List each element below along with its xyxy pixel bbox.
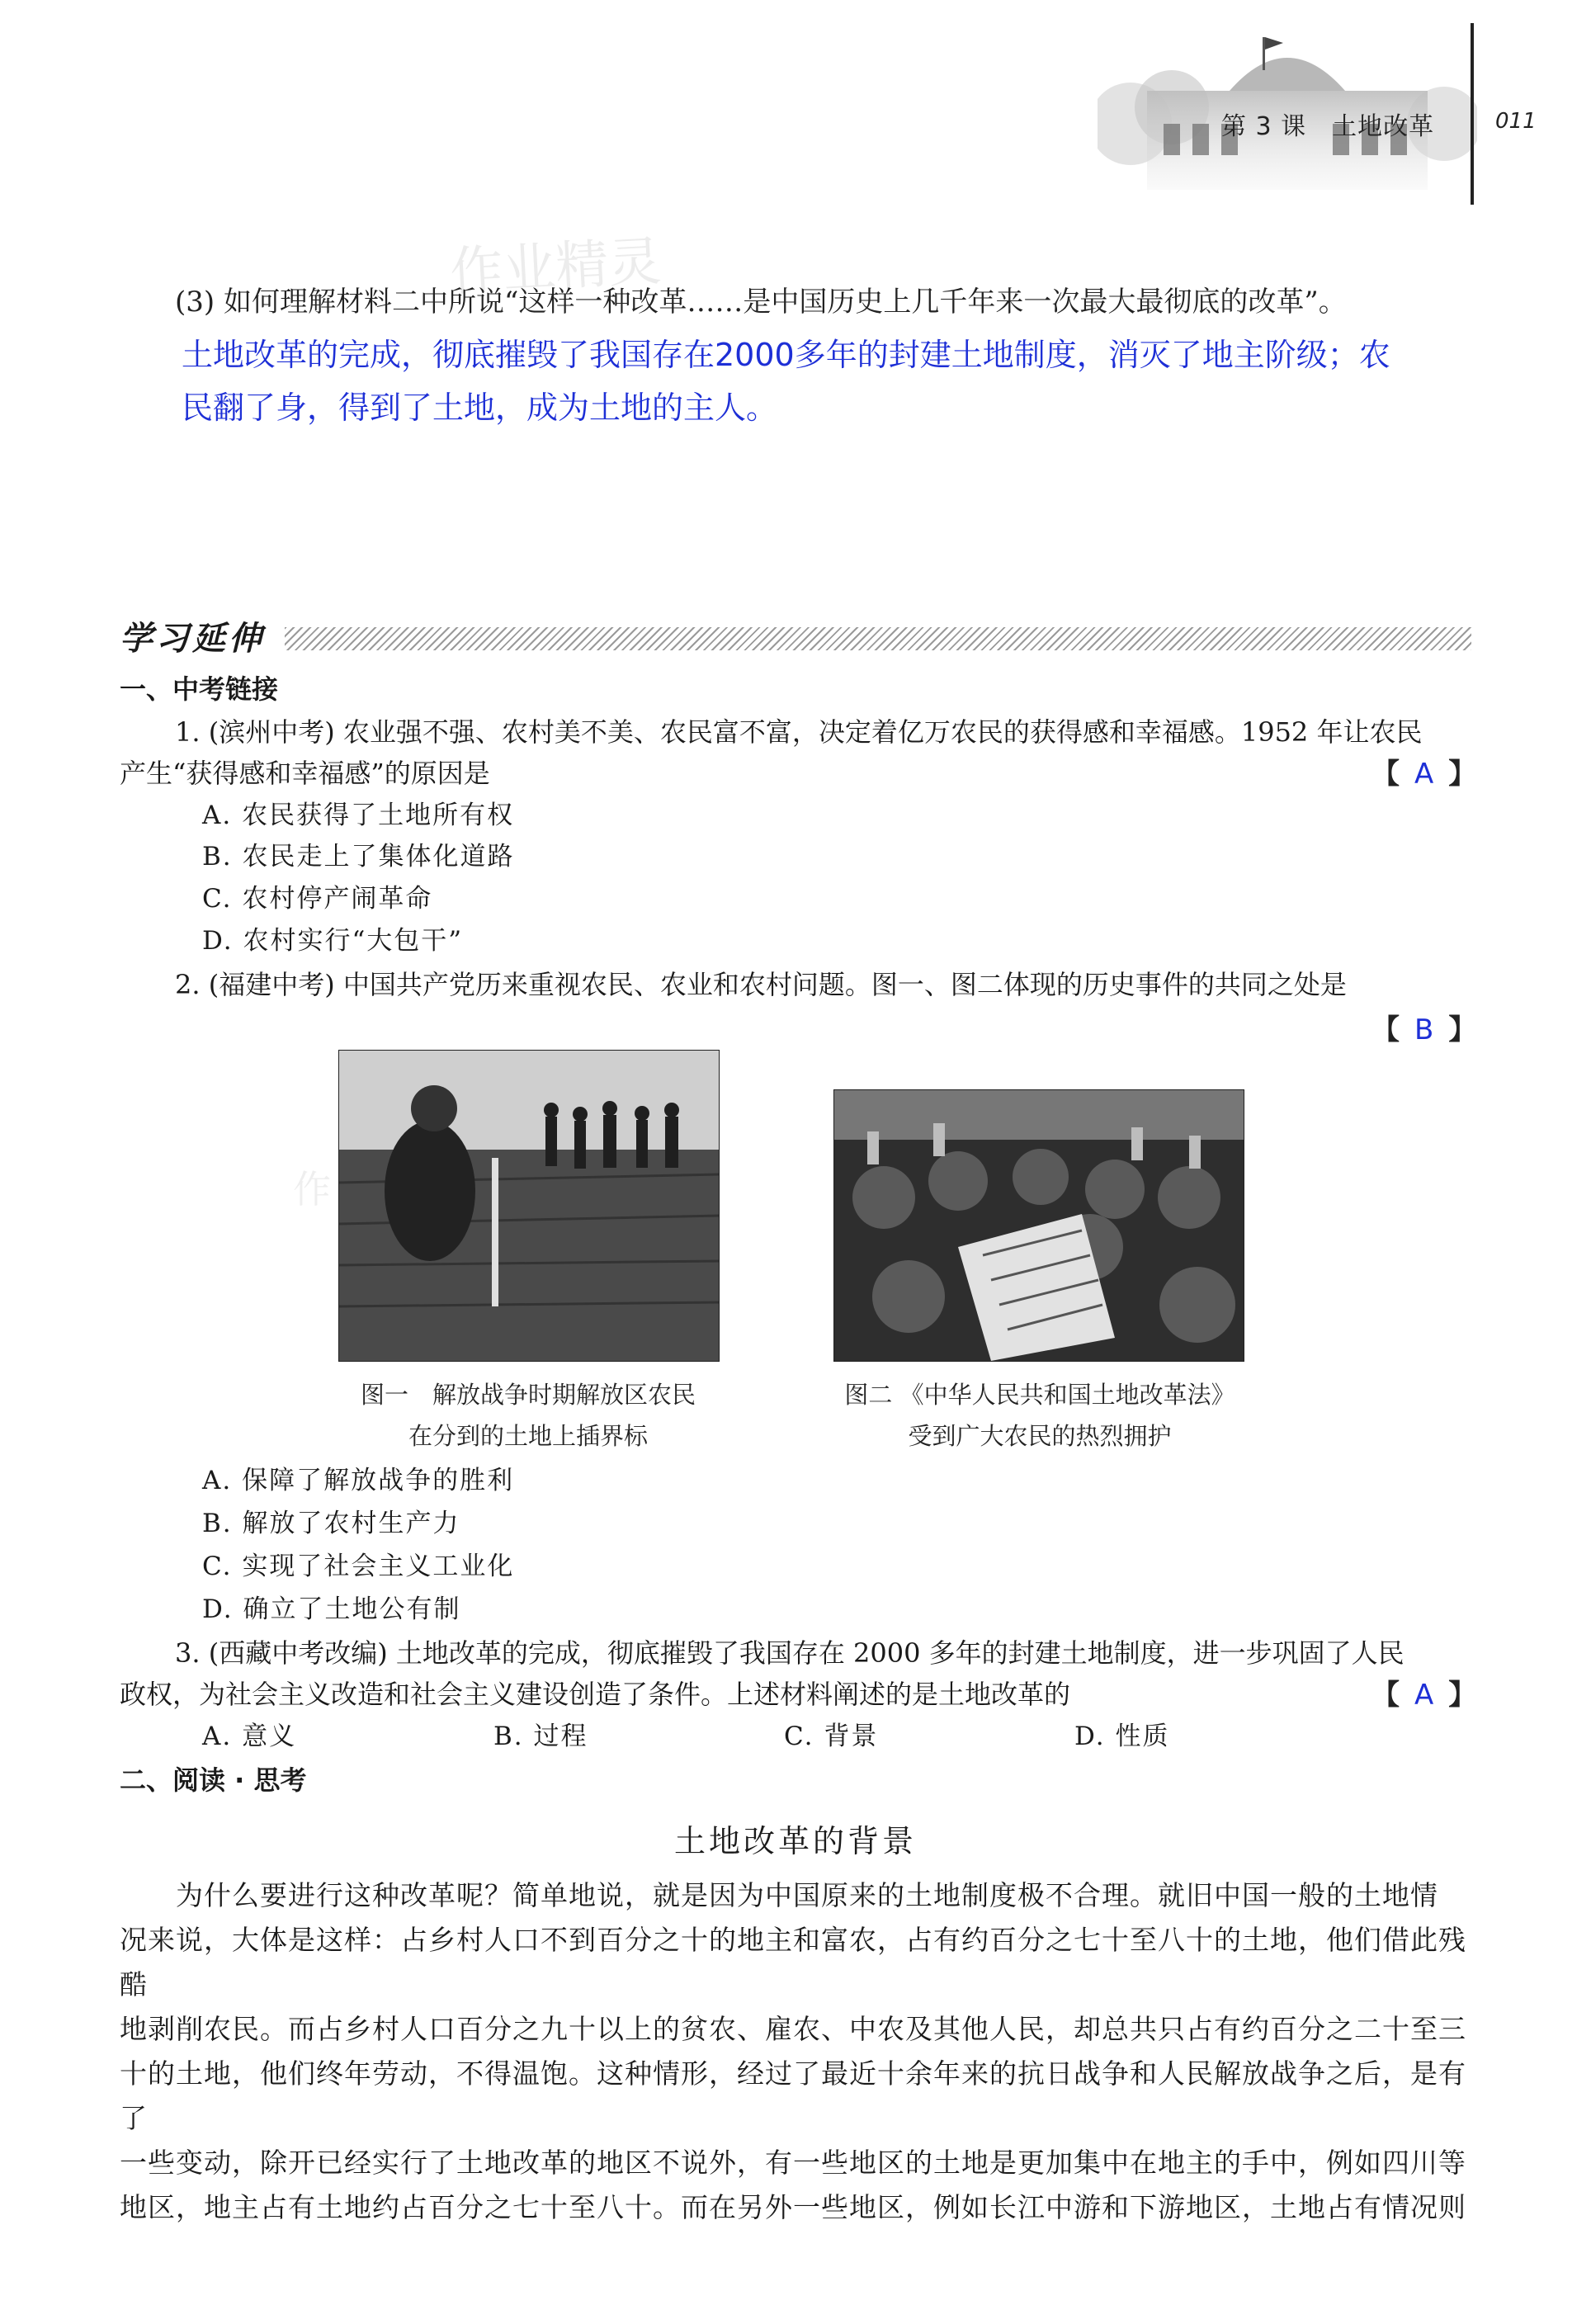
q1-answer: A bbox=[1414, 758, 1434, 791]
section-title-stripe bbox=[285, 627, 1471, 650]
article-line: 为什么要进行这种改革呢？简单地说，就是因为中国原来的土地制度极不合理。就旧中国一般的土地情 bbox=[120, 1879, 1438, 1911]
question-3-answer bbox=[182, 328, 1444, 434]
question-3-prompt: (3) 如何理解材料二中所说“这样一种改革……是中国历史上几千年来一次最大最彻底的改革”。 bbox=[175, 286, 1347, 319]
article-body bbox=[120, 1873, 1473, 2230]
q3-answer-bracket: 【 A 】 bbox=[1371, 1679, 1477, 1712]
q3-option: B. 过程 bbox=[493, 1722, 588, 1751]
q1-option: D. 农村实行“大包干” bbox=[202, 926, 464, 956]
figure2-photo bbox=[833, 1089, 1244, 1362]
figure1-caption-line: 在分到的土地上插界标 bbox=[408, 1422, 648, 1450]
q3-stem-line: 3. (西藏中考改编) 土地改革的完成，彻底摧毁了我国存在 2000 多年的封建土地制度，进一步巩固了人民 bbox=[175, 1637, 1405, 1669]
header-building-illustration bbox=[1098, 0, 1477, 198]
q1-option: A. 农民获得了土地所有权 bbox=[202, 801, 515, 830]
answer-line: 民翻了身，得到了土地，成为土地的主人。 bbox=[182, 390, 778, 426]
q3-option: A. 意义 bbox=[202, 1722, 297, 1751]
figure2-caption-line: 受到广大农民的热烈拥护 bbox=[908, 1422, 1172, 1450]
q2-answer-bracket: 【 B 】 bbox=[1371, 1013, 1477, 1046]
q1-stem-line: 产生“获得感和幸福感”的原因是 bbox=[120, 758, 490, 789]
q1-answer-bracket: 【 A 】 bbox=[1371, 758, 1477, 791]
part2-title: 二、阅读 · 思考 bbox=[120, 1764, 307, 1796]
q3-stem-line: 政权，为社会主义改造和社会主义建设创造了条件。上述材料阐述的是土地改革的 bbox=[120, 1679, 1071, 1710]
article-line: 十的土地，他们终年劳动，不得温饱。这种情形，经过了最近十余年来的抗日战争和人民解放战争之后，是有了 bbox=[120, 2057, 1466, 2134]
watermark-faint: 作 bbox=[293, 1167, 331, 1212]
q2-option: B. 解放了农村生产力 bbox=[202, 1509, 460, 1538]
q2-option: A. 保障了解放战争的胜利 bbox=[202, 1466, 515, 1495]
figure1-caption-line: 图一 解放战争时期解放区农民 bbox=[360, 1381, 696, 1409]
q1-option: C. 农村停产闹革命 bbox=[202, 884, 433, 914]
page-number: 011 bbox=[1495, 109, 1537, 134]
article-line: 地区，地主占有土地约占百分之七十至八十。而在另外一些地区，例如长江中游和下游地区，土地占有情况则 bbox=[120, 2191, 1466, 2223]
article-line: 地剥削农民。而占乡村人口百分之九十以上的贫农、雇农、中农及其他人民，却总共只占有约百分之二十至三 bbox=[120, 2013, 1466, 2045]
q3-option: C. 背景 bbox=[784, 1722, 879, 1751]
figure2-caption-line: 图二 《中华人民共和国土地改革法》 bbox=[844, 1381, 1235, 1409]
q2-option: D. 确立了土地公有制 bbox=[202, 1594, 461, 1624]
q2-option: C. 实现了社会主义工业化 bbox=[202, 1552, 515, 1581]
q2-stem-line: 2. (福建中考) 中国共产党历来重视农民、农业和农村问题。图一、图二体现的历史事件的共同之处是 bbox=[175, 969, 1347, 1000]
article-title: 土地改革的背景 bbox=[673, 1823, 917, 1859]
part1-title: 一、中考链接 bbox=[120, 673, 279, 705]
q1-option: B. 农民走上了集体化道路 bbox=[202, 842, 515, 872]
section-title: 学习延伸 bbox=[120, 620, 265, 658]
header-divider bbox=[1471, 23, 1474, 205]
watermark: 作业精灵 bbox=[448, 231, 663, 304]
q2-answer: B bbox=[1414, 1013, 1434, 1046]
lesson-title: 第 3 课 土地改革 bbox=[1221, 112, 1435, 141]
q1-stem-line: 1. (滨州中考) 农业强不强、农村美不美、农民富不富，决定着亿万农民的获得感和幸福感。1952 年让农民 bbox=[175, 716, 1423, 748]
article-line: 况来说，大体是这样：占乡村人口不到百分之十的地主和富农，占有约百分之七十至八十的土地，他们借此残酷 bbox=[120, 1924, 1466, 2000]
article-line: 一些变动，除开已经实行了土地改革的地区不说外，有一些地区的土地是更加集中在地主的手中，例如四川等 bbox=[120, 2147, 1466, 2179]
q3-answer: A bbox=[1414, 1679, 1434, 1712]
q3-option: D. 性质 bbox=[1074, 1722, 1170, 1751]
answer-line: 土地改革的完成，彻底摧毁了我国存在2000多年的封建土地制度，消灭了地主阶级；农 bbox=[182, 337, 1390, 373]
figure1-photo bbox=[338, 1050, 720, 1362]
